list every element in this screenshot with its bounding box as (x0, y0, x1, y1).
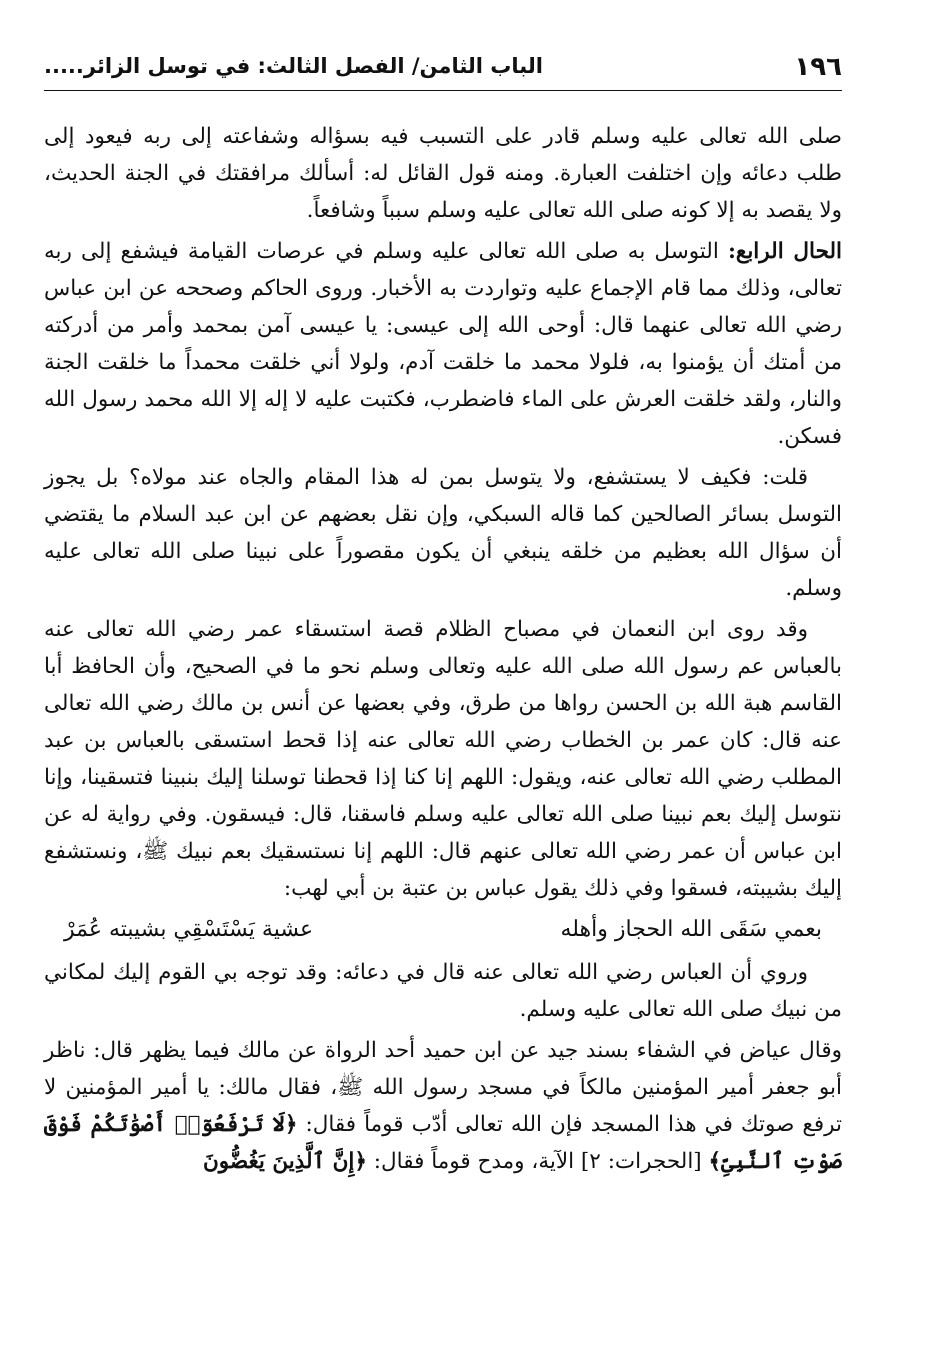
quran-quote-2: ﴿إِنَّ ٱلَّذِينَ يَغُضُّونَ (202, 1149, 367, 1174)
paragraph-2-text: التوسل به صلى الله تعالى عليه وسلم في عرصات القيامة فيشفع إلى ربه تعالى، وذلك مما قام الإجماع عليه وتواردت به الأخبار. وروى الحاكم وصححه عن ابن عباس رضي الله تعالى عنهما قال: أوحى الله إلى عيسى: يا عيسى آمن بمحمد وأمر من أدركته من أمتك أن يؤمنوا به، فلولا محمد ما خلقت آدم، ولولا أني خلقت محمداً ما خلقت الجنة والنار، ولقد خلقت العرش على الماء فاضطرب، فكتبت عليه لا إله إلا الله محمد رسول الله فسكن. (44, 239, 842, 449)
running-header-title: الباب الثامن/ الفصل الثالث: في توسل الزائر..... (44, 54, 543, 78)
paragraph-6 (44, 1032, 842, 1180)
section-label: الحال الرابع: (727, 239, 842, 264)
body-text (44, 118, 842, 1184)
paragraph-3: قلت: فكيف لا يستشفع، ولا يتوسل بمن له هذا المقام والجاه عند مولاه؟ بل يجوز التوسل بسائر الصالحين كما قاله السبكي، وإن نقل بعضهم عن ابن عبد السلام ما يقتضي أن سؤال الله بعظيم من خلقه ينبغي أن يكون مقصوراً على نبينا صلى الله تعالى عليه وسلم. (44, 465, 842, 601)
paragraph-5: وروي أن العباس رضي الله تعالى عنه قال في دعائه: وقد توجه بي القوم إليك لمكاني من نبيك صلى الله تعالى عليه وسلم. (44, 960, 842, 1022)
verse-second-hemistich: عشية يَسْتَسْقِي بشيبته عُمَرْ (64, 917, 314, 942)
page-number: ١٩٦ (794, 52, 842, 82)
quran-quote-1: ﴿لَا تَرْفَعُوٓا۟ أَصْوَٰتَكُمْ فَوْقَ صَوْتِ ٱلنَّبِىِّ﴾ (44, 1112, 842, 1174)
paragraph-1: صلى الله تعالى عليه وسلم قادر على التسبب فيه بسؤاله وشفاعته إلى ربه فيعود إلى طلب دعائه وإن اختلفت العبارة. ومنه قول القائل له: أسألك مرافقتك في الجنة الحديث، ولا يقصد به إلا كونه صلى الله تعالى عليه وسلم سبباً وشافعاً. (44, 124, 842, 223)
paragraph-6-text: وقال عياض في الشفاء بسند جيد عن ابن حميد أحد الرواة عن مالك فيما يظهر قال: ناظر أبو جعفر أمير المؤمنين مالكاً في مسجد رسول الله ﷺ، فقال مالك: يا أمير المؤمنين لا ترفع صوتك في هذا المسجد فإن الله تعالى أدّب قوماً فقال: (44, 1038, 842, 1137)
paragraph-4: وقد روى ابن النعمان في مصباح الظلام قصة استسقاء عمر رضي الله تعالى عنه بالعباس عم رسول الله صلى الله عليه وتعالى وسلم نحو ما في الصحيح، وأن الحافظ أبا القاسم هبة الله بن الحسن رواها من طرق، وفي بعضها عن أنس بن مالك رضي الله تعالى عنه قال: كان عمر بن الخطاب رضي الله تعالى عنه إذا قحط استسقى بالعباس بن عبد المطلب رضي الله تعالى عنه، ويقول: اللهم إنا كنا إذا قحطنا توسلنا إليك بنبينا فتسقينا، وإنا نتوسل إليك بعم نبينا صلى الله تعالى عليه وسلم فاسقنا، قال: فيسقون. وفي رواية له عن ابن عباس أن عمر رضي الله تعالى عنهم قال: اللهم إنا نستسقيك بعم نبيك ﷺ، ونستشفع إليك بشيبته، فسقوا وفي ذلك يقول عباس بن عتبة بن أبي لهب: (44, 617, 842, 901)
quran-reference: [الحجرات: ٢] الآية، ومدح قوماً فقال: (366, 1149, 709, 1174)
verse-first-hemistich: بعمي سَقَى الله الحجاز وأهله (560, 917, 822, 942)
header-rule (44, 90, 842, 91)
paragraph-2 (44, 233, 842, 455)
poetry-verse (44, 911, 842, 948)
running-header (44, 50, 842, 86)
